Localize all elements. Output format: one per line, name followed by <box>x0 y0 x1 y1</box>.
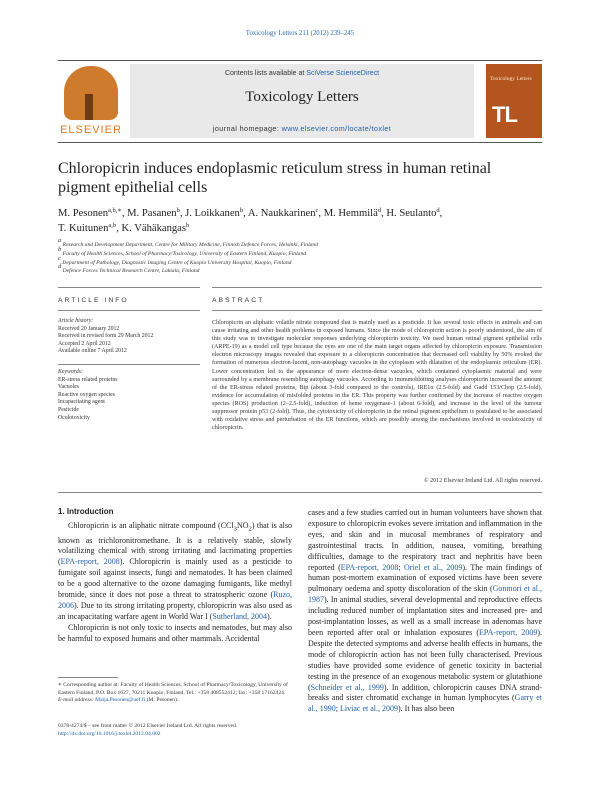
author-name[interactable]: M. Hemmilä <box>323 208 378 219</box>
citation-link[interactable]: EPA-report, 2008 <box>60 557 120 567</box>
citation-link[interactable]: EPA-report, 2009 <box>479 627 538 637</box>
divider <box>212 287 542 288</box>
author-separator: , <box>318 208 324 219</box>
body-column-left <box>58 521 292 645</box>
keyword-item: Reactive oxygen species <box>58 391 115 398</box>
text-run: ). Chloropicrin is mainly used as a pesticide to fumigate soil against insects, fungi and nematodes. It has been claimed to be a good alternative to the ozone damaging fumigants, like methyl bromide, since it does not pose a threat to stratospheric ozone ( <box>58 557 292 600</box>
keyword-item: Vacuoles <box>58 384 79 391</box>
text-run: ; <box>398 562 405 572</box>
cover-abbrev: TL <box>492 102 517 127</box>
article-title: Chloropicrin induces endoplasmic reticulum stress in human retinal pigment epithelial cells <box>58 160 492 196</box>
author-affiliation-mark: b <box>186 222 190 229</box>
divider <box>58 287 200 288</box>
author-affiliation-mark: d <box>377 207 382 214</box>
footnote-divider <box>58 677 118 678</box>
email-line <box>58 697 292 705</box>
contents-prefix: Contents lists available at <box>224 70 307 77</box>
text-run: cases and a few studies carried out in human volunteers have shown that exposure to chloropicrin evokes severe irritation and inflammation in the eyes, and skin and in mucosal membranes of respiratory and gastrointestinal tracts. In addition, nausea, vomiting, breathing difficulties, damage to the respiratory tract and nephritis have been reported ( <box>308 508 542 572</box>
author-separator: , <box>439 208 443 219</box>
journal-citation[interactable]: Toxicology Letters 211 (2012) 239–245 <box>245 30 355 37</box>
abstract-text: Chloropicrin an aliphatic volatile nitrate compound that is mainly used as a pesticide. It has several toxic effects in animals and can cause irritating and other health problems in exposed humans. Since the mode of chloropicrin action is poorly understood, the aim of this study was to investigate molecular responses underlying chloropicrin toxicity. We used human retinal pigment epithelial cells (ARPE-19) as a model cell type because the eyes are one of the main target organs affected by chloropicrin exposure. Transmission electron microscopy images revealed that exposure to a chloropicrin concentration that decreased cell viability by 50% evoked the formation of numerous electron-lucent, non-autophagy vacuoles in the cytoplasm with dilatation of the endoplasmic reticulum (ER). Lower concentration led to the appearance of more electron-dense vacuoles, which contained cytoplasmic material and were surrounded by a membrane resembling autophagy vacuoles. According to immunoblotting analyses chloropicrin increased the amount of the ER-stress related proteins, Bip (about 3-fold compared to the controls), IRE1α (2.5-fold) and Gadd 153/Chop (2.5-fold), evidence for accumulation of misfolded proteins in the ER. This property was further confirmed by the increase of reactive oxygen species (ROS) production (2–2.5-fold), induction of heme oxygenase-1 (about 6-fold), and increase in the level of the tumour suppressor protein p53 (2-fold). Thus, the cytotoxicity of chloropicrin in the retinal pigment epithelium is postulated to be associated with oxidative stress and perturbation of the ER functions, which are possibly among the mechanisms involved in oculotoxicity of chloropicrin. <box>212 320 542 432</box>
text-run: ). Despite the detected symptoms and adverse health effects in humans, the mode of chloropicrin action has not been fully characterised. Previous studies have provided some evidence of genetic toxicity in bacterial testing in the presence of an exogenous metabolic system or glutathione ( <box>308 627 542 692</box>
author-affiliation-mark: d <box>436 207 440 214</box>
author-name[interactable]: T. Kuitunen <box>58 223 109 234</box>
citation-link[interactable]: Schneider et al., 1999 <box>310 682 384 692</box>
affiliations <box>58 237 542 276</box>
divider <box>212 310 542 311</box>
copyright-line: © 2012 Elsevier Ireland Ltd. All rights reserved. <box>423 478 542 484</box>
citation-link[interactable]: Oriel et al., 2009 <box>404 562 463 572</box>
article-history <box>58 318 200 356</box>
abstract-heading: ABSTRACT <box>212 297 265 304</box>
issn-line: 0378-4274/$ – see front matter © 2012 Elsevier Ireland Ltd. All rights reserved. <box>58 723 238 729</box>
article-info-heading: ARTICLE INFO <box>58 297 129 304</box>
author-affiliation-mark: a,b,∗ <box>108 207 122 214</box>
author-affiliation-mark: c <box>315 207 319 214</box>
citation-link[interactable]: Liviac et al., 2009 <box>340 704 398 714</box>
author-name[interactable]: M. Pasanen <box>127 208 177 219</box>
elsevier-logo-text: ELSEVIER <box>60 124 122 136</box>
affiliation-mark: b <box>58 245 62 253</box>
authors-line-1 <box>58 206 542 221</box>
elsevier-logo[interactable] <box>58 64 124 138</box>
author-name[interactable]: A. Naukkarinen <box>247 208 316 219</box>
text-run: ). The main findings of human post-mortem examination of exposed victims have been severe pulmonary oedema and spotty discoloration of the skin ( <box>308 562 542 594</box>
author-name[interactable]: M. Pesonen <box>58 208 109 219</box>
tree-trunk-icon <box>85 94 93 120</box>
text-run: ). <box>267 611 272 621</box>
author-list <box>58 206 542 236</box>
email-link[interactable]: Maija.Pesonen@uef.fi <box>95 697 146 704</box>
footnote <box>58 682 292 705</box>
author-name[interactable]: H. Seulanto <box>386 208 437 219</box>
author-separator: , <box>243 208 248 219</box>
authors-line-2 <box>58 221 542 236</box>
header-rule-top <box>58 60 542 61</box>
citation-link[interactable]: Ruzo, 2006 <box>58 590 292 610</box>
keyword-list <box>58 377 200 423</box>
body-paragraph <box>58 521 292 623</box>
affiliation-text: Faculty of Health Sciences, School of Pharmacy/Toxicology, University of Eastern Finland, Kuopio, Finland <box>61 250 307 257</box>
author-separator: , <box>381 208 387 219</box>
homepage-prefix: journal homepage: <box>212 124 282 133</box>
author-affiliation-mark: a,b <box>108 222 117 229</box>
homepage-link[interactable]: www.elsevier.com/locate/toxlet <box>281 124 392 133</box>
journal-cover-image[interactable] <box>486 64 542 138</box>
text-run: ) that is also known as trichloronitromethane. It is a relatively stable, slowly volatilizing chemical with strong irritating and lacrimating properties ( <box>58 521 292 567</box>
affiliation-item <box>58 263 542 276</box>
text-run: ). Due to its strong irritating property, chloropicrin was also used as an incapacitating warfare agent in World War I ( <box>58 600 292 621</box>
text-run: NO <box>236 521 249 530</box>
affiliation-mark: a <box>58 237 62 244</box>
affiliation-mark: c <box>58 254 61 262</box>
cover-title: Toxicology Letters <box>490 76 532 82</box>
text-run: Chloropicrin is an aliphatic nitrate compound (CCl <box>68 521 234 530</box>
keywords-label: Keywords: <box>58 369 83 375</box>
header-rule-bottom <box>58 142 542 143</box>
sciverse-link[interactable]: SciVerse ScienceDirect <box>306 70 380 77</box>
history-list <box>58 326 200 356</box>
keyword-item: ER-stress related proteins <box>58 376 118 383</box>
subscript: 2 <box>248 525 252 533</box>
affiliation-text: Research and Development Department, Centre for Military Medicine, Finnish Defence Forces, Helsinki, Finland <box>61 242 319 248</box>
affiliation-mark: d <box>58 263 62 271</box>
doi-link[interactable]: http://dx.doi.org/10.1016/j.toxlet.2012.04.002 <box>58 730 161 737</box>
affiliation-item <box>58 254 542 271</box>
divider <box>58 364 200 365</box>
issn-block <box>58 723 292 738</box>
text-run: ). In addition, chloropicrin causes DNA strand-breaks and sister chromatid exchange in human lymphocytes ( <box>308 682 542 703</box>
citation-link[interactable]: Garry et al., 1990 <box>308 693 542 714</box>
keyword-item: Pesticide <box>58 406 79 413</box>
author-separator: , <box>121 208 128 219</box>
journal-name: Toxicology Letters <box>245 89 359 105</box>
citation-link[interactable]: Sutherland, 2004 <box>212 611 268 621</box>
divider <box>58 310 200 311</box>
affiliation-text: Department of Pathology, Diagnostic Imaging Centre of Kuopio University Hospital, Kuopio, Finland <box>60 259 292 266</box>
history-item: Received in revised form 29 March 2012 <box>58 333 154 340</box>
text-run: ). In animal studies, several developmental and reproductive effects including reduced number of implantation sites and increased pre- and post-implantation losses, as well as a small increase in adenomas have been reported after oral or inhalation exposures ( <box>308 595 542 637</box>
subscript: 3 <box>233 525 237 533</box>
email-label: E-mail address: <box>58 697 96 704</box>
history-label: Article history: <box>58 318 94 324</box>
keywords <box>58 369 200 422</box>
citation-link[interactable]: EPA-report, 2008 <box>340 562 399 572</box>
author-name[interactable]: K. Vähäkangas <box>121 223 187 234</box>
contents-line <box>130 70 474 77</box>
author-separator: , <box>179 208 186 219</box>
history-item: Accepted 2 April 2012 <box>58 340 111 347</box>
text-run: ). It has also been <box>398 704 455 714</box>
author-separator: , <box>116 223 122 234</box>
author-affiliation-mark: b <box>176 207 180 214</box>
email-suffix: (M. Pesonen). <box>145 697 179 704</box>
corresponding-author-note: ∗ Corresponding author at: Faculty of Health Sciences, School of Pharmacy/Toxicology, University of Eastern Finland, P.O. Box 1627, 70211 Kuopio, Finland. Tel.: +358 408552412; fax: +358 17162424. <box>58 682 288 696</box>
affiliation-item <box>58 237 542 250</box>
body-column-right <box>308 508 542 715</box>
keyword-item: Incapacitating agent <box>58 399 105 406</box>
body-paragraph <box>308 508 542 715</box>
keyword-item: Oculotoxicity <box>58 414 90 421</box>
text-run: ; <box>335 704 341 714</box>
homepage-line <box>130 124 474 133</box>
divider <box>58 492 542 493</box>
author-name[interactable]: J. Loikkanen <box>185 208 240 219</box>
affiliation-text: Defence Forces Technical Research Centre, Lakiala, Finland <box>61 268 200 275</box>
history-item: Available online 7 April 2012 <box>58 348 127 355</box>
history-item: Received 20 January 2012 <box>58 325 120 332</box>
author-affiliation-mark: b <box>239 207 244 214</box>
body-paragraph: Chloropicrin is not only toxic to insects and nematodes, but may also be harmful to exposed humans and other mammals. Accidental <box>58 622 292 643</box>
section-heading-introduction: 1. Introduction <box>58 507 114 516</box>
citation-link[interactable]: Gonmori et al., 1987 <box>308 584 542 605</box>
